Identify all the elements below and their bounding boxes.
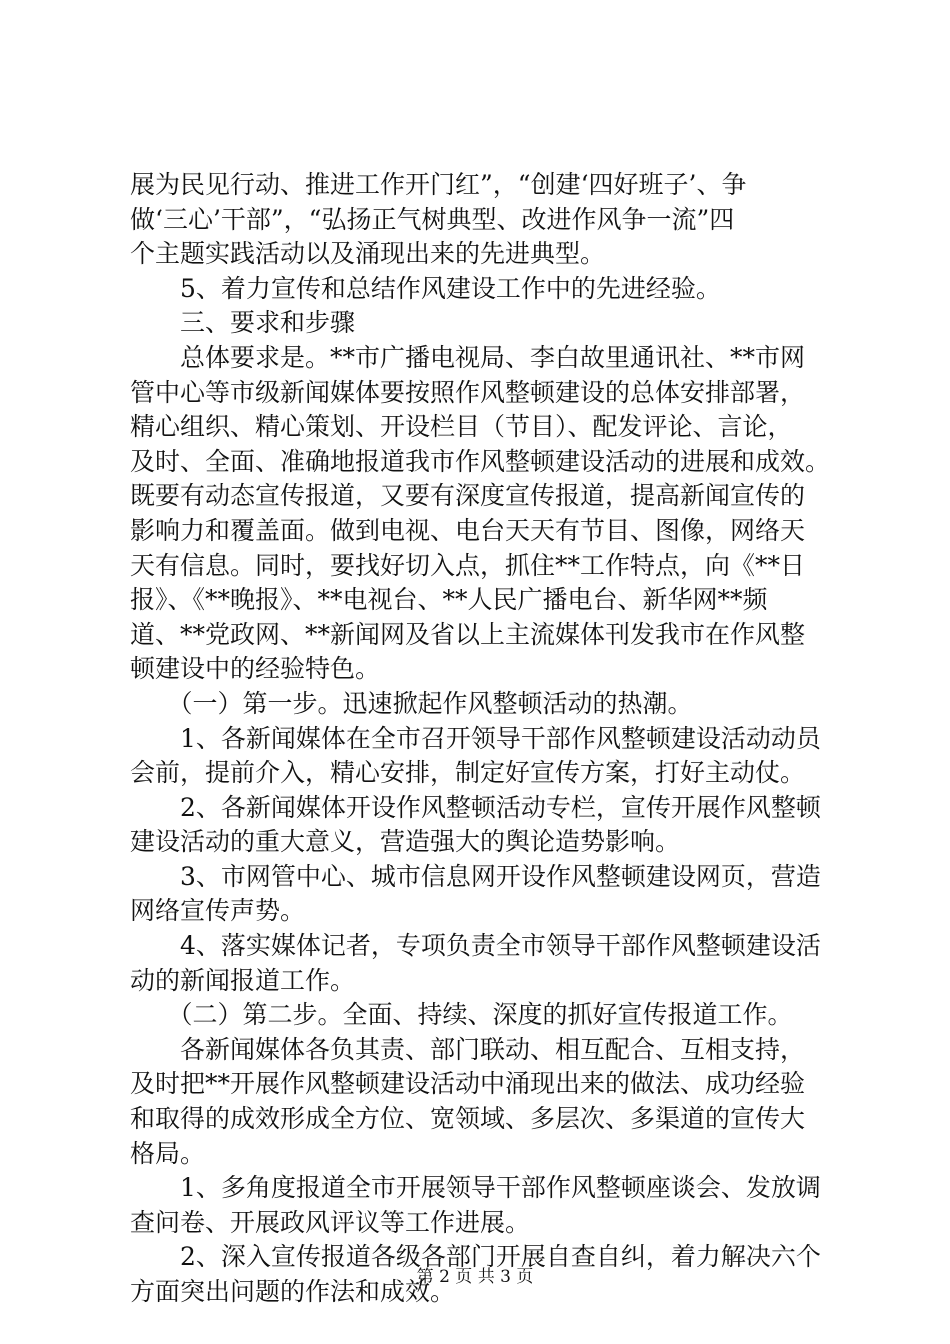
text-line: 既要有动态宣传报道，又要有深度宣传报道，提高新闻宣传的 [130,481,806,511]
text-line: 精心组织、精心策划、开设栏目（节目）、配发评论、言论， [130,412,793,442]
text-line: 天有信息。同时，要找好切入点，抓住**工作特点，向《**日 [130,550,806,580]
text-line: 及时把**开展作风整顿建设活动中涌现出来的做法、成功经验 [130,1069,806,1099]
text-line: 及时、全面、准确地报道我市作风整顿建设活动的进展和成效。 [130,446,831,476]
text-line: 个主题实践活动以及涌现出来的先进典型。 [130,239,606,269]
text-line: 顿建设中的经验特色。 [130,654,381,684]
subsection-heading: （二）第二步。全面、持续、深度的抓好宣传报道工作。 [130,1000,793,1030]
text-line: 3、市网管中心、城市信息网开设作风整顿建设网页，营造 [130,861,821,891]
text-line: 格局。 [130,1138,206,1168]
text-line: 动的新闻报道工作。 [130,965,356,995]
text-line: 影响力和覆盖面。做到电视、电台天天有节目、图像，网络天 [130,515,806,545]
text-line: 各新闻媒体各负其责、部门联动、相互配合、互相支持， [130,1034,806,1064]
text-line: 方面突出问题的作法和成效。 [130,1277,456,1306]
page-number-footer: 第 2 页 共 3 页 [416,1267,534,1287]
text-line: 2、各新闻媒体开设作风整顿活动专栏，宣传开展作风整顿 [130,792,821,822]
subsection-heading: （一）第一步。迅速掀起作风整顿活动的热潮。 [130,688,693,718]
section-heading: 三、要求和步骤 [130,308,356,338]
text-line: 建设活动的重大意义，营造强大的舆论造势影响。 [130,827,681,857]
text-line: 2、深入宣传报道各级各部门开展自查自纠，着力解决六个 [130,1242,821,1272]
text-line: 4、落实媒体记者，专项负责全市领导干部作风整顿建设活 [130,931,821,961]
text-line: 5、着力宣传和总结作风建设工作中的先进经验。 [130,273,721,303]
text-line: 网络宣传声势。 [130,896,306,926]
text-line: 1、各新闻媒体在全市召开领导干部作风整顿建设活动动员 [130,723,821,753]
text-line: 和取得的成效形成全方位、宽领域、多层次、多渠道的宣传大 [130,1104,806,1134]
text-line: 总体要求是。**市广播电视局、李白故里通讯社、**市网 [130,342,806,372]
text-line: 展为民见行动、推进工作开门红”，“创建‘四好班子’、争 [130,170,747,199]
text-line: 1、多角度报道全市开展领导干部作风整顿座谈会、发放调 [130,1173,821,1203]
text-line: 做‘三心’干部”，“弘扬正气树典型、改进作风争一流”四 [130,204,735,234]
text-line: 管中心等市级新闻媒体要按照作风整顿建设的总体安排部署， [130,377,806,407]
text-line: 查问卷、开展政风评议等工作进展。 [130,1207,531,1237]
text-line: 报》、《**晚报》、**电视台、**人民广播电台、新华网**频 [130,585,768,615]
text-line: 道、**党政网、**新闻网及省以上主流媒体刊发我市在作风整 [130,619,806,649]
text-line: 会前，提前介入，精心安排，制定好宣传方案，打好主动仗。 [130,758,806,788]
body-text [130,168,842,1310]
